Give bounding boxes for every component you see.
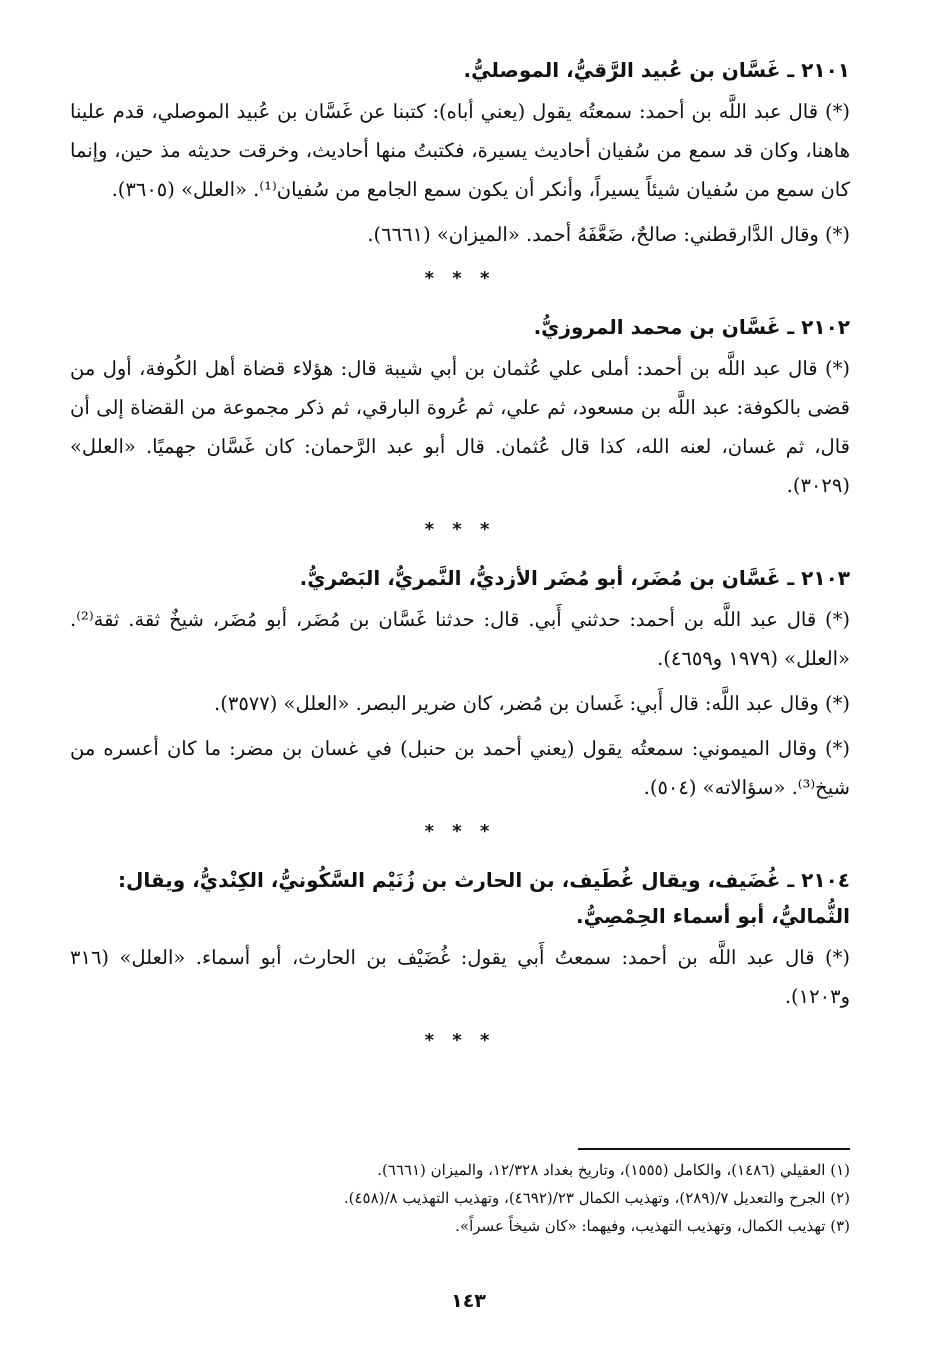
entry-title: ٢١٠٢ ـ غَسَّان بن محمد المروزيُّ. (533, 315, 850, 339)
entry-paragraph: (*) قال عبد اللَّه بن أحمد: سمعتُه يقول (يعني أباه): كتبنا عن غَسَّان بن عُبيد الموصلي، قدم علينا هاهنا، وكان قد سمع من سُفيان أحاديث يسيرة، فكتبتُ منها أحاديث، وخرقت حديثه مذ حين، وإنما كان سمع من سُفيان شيئاً يسيراً، وأنكر أن يكون سمع الجامع من سُفيان⁽¹⁾. «العلل» (٣٦٠٥). (70, 100, 850, 201)
entry-paragraph: (*) وقال عبد اللَّه: قال أَبي: غَسان بن مُضر، كان ضرير البصر. «العلل» (٣٥٧٧). (214, 692, 850, 715)
entry-2101 (70, 52, 850, 254)
entry-paragraph: (*) قال عبد اللَّه بن أحمد: سمعتُ أَبي يقول: غُضَيْف بن الحارث، أبو أسماء. «العلل» (٣١٦ و١٢٠٣). (70, 946, 850, 1008)
footnote: (٣) تهذيب الكمال، وتهذيب التهذيب، وفيهما: «كان شيخاً عسراً». (455, 1217, 850, 1235)
section-separator: * * * (424, 1030, 496, 1051)
entry-paragraph: (*) قال عبد اللَّه بن أحمد: أملى علي عُثمان بن أبي شيبة قال: هؤلاء قضاة أهل الكُوفة، أول من قضى بالكوفة: عبد اللَّه بن مسعود، ثم علي، ثم عُروة البارقي، ثم ذكر مجموعة من القضاة إلى أن قال، ثم غسان، لعنه الله، كذا قال عُثمان. قال أبو عبد الرَّحمان: كان غَسَّان جهميًا. «العلل» (٣٠٢٩). (70, 357, 850, 497)
entry-2104 (70, 862, 850, 1016)
page-body (70, 52, 850, 1071)
section-separator: * * * (424, 519, 496, 540)
footnotes (90, 1156, 850, 1240)
entry-2102 (70, 309, 850, 505)
footnote: (٢) الجرح والتعديل ٧/(٢٨٩)، وتهذيب الكمال ٢٣/(٤٦٩٢)، وتهذيب التهذيب ٨/(٤٥٨). (343, 1189, 850, 1207)
footnote-divider (578, 1148, 850, 1150)
entry-title: ٢١٠٤ ـ غُضَيف، ويقال غُطَيف، بن الحارث بن زُنَيْم السَّكُونيُّ، الكِنْديُّ، ويقال: الثُّماليُّ، أبو أسماء الحِمْصِيُّ. (118, 868, 850, 928)
page-number: ١٤٣ (451, 1290, 486, 1312)
entry-paragraph: (*) قال عبد اللَّه بن أحمد: حدثني أَبي. قال: حدثنا غَسَّان بن مُضَر، أبو مُضَر، شيخٌ ثقة. ثقة⁽²⁾. «العلل» (١٩٧٩ و٤٦٥٩). (70, 608, 850, 670)
section-separator: * * * (424, 268, 496, 289)
footnote: (١) العقيلي (١٤٨٦)، والكامل (١٥٥٥)، وتاريخ بغداد ١٢/٣٢٨، والميزان (٦٦٦١). (377, 1161, 850, 1179)
entry-paragraph: (*) وقال الميموني: سمعتُه يقول (يعني أحمد بن حنبل) في غسان بن مضر: ما كان أعسره من شيخ⁽³⁾. «سؤالاته» (٥٠٤). (70, 737, 850, 799)
entry-2103 (70, 560, 850, 807)
entry-paragraph: (*) وقال الدَّارقطني: صالحٌ، ضَعَّفَهُ أحمد. «الميزان» (٦٦٦١). (367, 223, 850, 246)
section-separator: * * * (424, 821, 496, 842)
entry-title: ٢١٠١ ـ غَسَّان بن عُبيد الرَّقيُّ، الموصليُّ. (463, 58, 850, 82)
entry-title: ٢١٠٣ ـ غَسَّان بن مُضَر، أبو مُضَر الأزديُّ، النَّمريُّ، البَصْريُّ. (299, 566, 850, 590)
